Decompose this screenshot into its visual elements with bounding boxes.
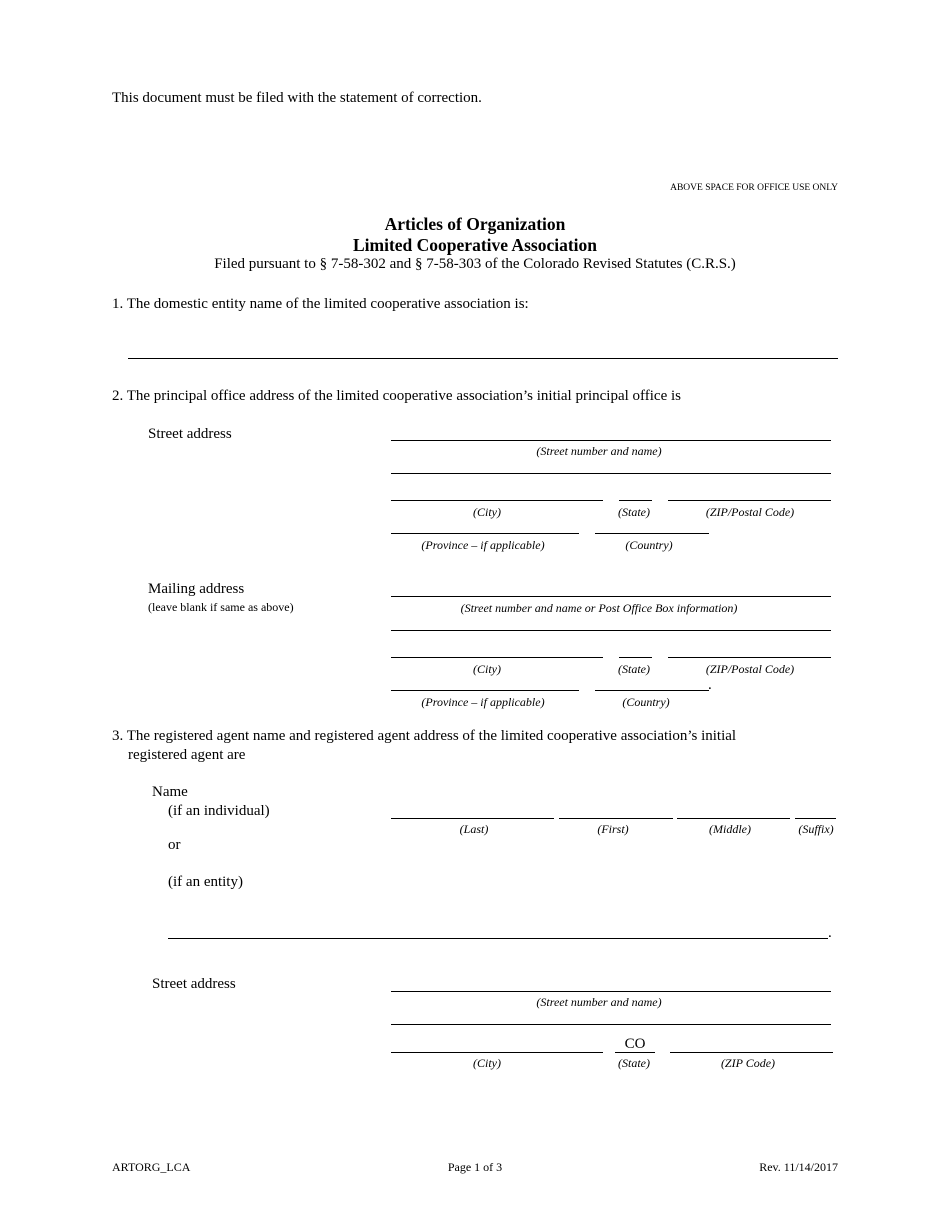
agent-street-line-1[interactable] <box>391 991 831 992</box>
agent-entity-label: (if an entity) <box>168 874 243 890</box>
principal-province-caption: (Province – if applicable) <box>421 538 545 552</box>
principal-street-label: Street address <box>148 426 232 442</box>
principal-state-caption: (State) <box>618 505 650 519</box>
statute-reference: Filed pursuant to § 7-58-302 and § 7-58-303 of the Colorado Revised Statutes (C.R.S.) <box>214 256 736 272</box>
section-3-prompt-cont: registered agent are <box>128 747 246 763</box>
mailing-zip-line[interactable] <box>668 657 831 658</box>
agent-city-line[interactable] <box>391 1052 603 1053</box>
revision-date: Rev. 11/14/2017 <box>759 1160 838 1174</box>
principal-zip-caption: (ZIP/Postal Code) <box>705 505 795 519</box>
mailing-country-caption: (Country) <box>622 695 670 709</box>
agent-middle-name-line[interactable] <box>677 818 790 819</box>
mailing-city-line[interactable] <box>391 657 603 658</box>
principal-city-caption: (City) <box>473 505 501 519</box>
entity-name-line[interactable] <box>128 358 838 359</box>
section-3-prompt: 3. The registered agent name and registered agent address of the limited cooperative association’s initial <box>112 728 737 744</box>
section-2-prompt: 2. The principal office address of the limited cooperative association’s initial principal office is <box>112 388 681 404</box>
principal-street-caption: (Street number and name) <box>536 444 662 458</box>
agent-entity-name-line[interactable] <box>168 938 828 939</box>
agent-suffix-line[interactable] <box>795 818 836 819</box>
filing-note: This document must be filed with the statement of correction. <box>112 90 482 106</box>
mailing-street-caption: (Street number and name or Post Office Box information) <box>460 601 738 615</box>
office-use-note: ABOVE SPACE FOR OFFICE USE ONLY <box>670 183 838 193</box>
agent-street-line-2[interactable] <box>391 1024 831 1025</box>
principal-country-line[interactable] <box>595 533 709 534</box>
mailing-street-line-2[interactable] <box>391 630 831 631</box>
agent-last-caption: (Last) <box>459 822 489 836</box>
mailing-address-note: (leave blank if same as above) <box>148 600 294 614</box>
agent-zip-line[interactable] <box>670 1052 833 1053</box>
agent-first-name-line[interactable] <box>559 818 673 819</box>
agent-state-value: CO <box>624 1036 646 1052</box>
agent-entity-period: . <box>828 925 832 941</box>
mailing-province-line[interactable] <box>391 690 579 691</box>
principal-country-caption: (Country) <box>625 538 673 552</box>
agent-street-label: Street address <box>152 976 236 992</box>
mailing-country-line[interactable] <box>595 690 709 691</box>
agent-individual-label: (if an individual) <box>168 803 270 819</box>
form-title: Articles of Organization <box>384 214 566 234</box>
agent-name-label: Name <box>152 784 188 800</box>
agent-last-name-line[interactable] <box>391 818 554 819</box>
section-1-prompt: 1. The domestic entity name of the limited cooperative association is: <box>112 296 529 312</box>
form-subtitle: Limited Cooperative Association <box>352 235 597 255</box>
principal-province-line[interactable] <box>391 533 579 534</box>
principal-state-line[interactable] <box>619 500 652 501</box>
agent-city-caption: (City) <box>473 1056 501 1070</box>
principal-street-line-1[interactable] <box>391 440 831 441</box>
agent-zip-caption: (ZIP Code) <box>720 1056 776 1070</box>
mailing-state-line[interactable] <box>619 657 652 658</box>
mailing-address-label: Mailing address <box>148 581 245 597</box>
mailing-province-caption: (Province – if applicable) <box>421 695 545 709</box>
agent-suffix-caption: (Suffix) <box>798 822 834 836</box>
mailing-zip-caption: (ZIP/Postal Code) <box>705 662 795 676</box>
mailing-period: . <box>708 677 712 693</box>
agent-middle-caption: (Middle) <box>709 822 751 836</box>
page-number: Page 1 of 3 <box>447 1160 503 1174</box>
principal-street-line-2[interactable] <box>391 473 831 474</box>
principal-zip-line[interactable] <box>668 500 831 501</box>
agent-state-caption: (State) <box>618 1056 650 1070</box>
principal-city-line[interactable] <box>391 500 603 501</box>
mailing-city-caption: (City) <box>473 662 501 676</box>
agent-street-caption: (Street number and name) <box>536 995 662 1009</box>
form-id: ARTORG_LCA <box>112 1160 191 1174</box>
agent-first-caption: (First) <box>597 822 629 836</box>
mailing-street-line-1[interactable] <box>391 596 831 597</box>
agent-or-label: or <box>168 837 181 853</box>
mailing-state-caption: (State) <box>618 662 650 676</box>
